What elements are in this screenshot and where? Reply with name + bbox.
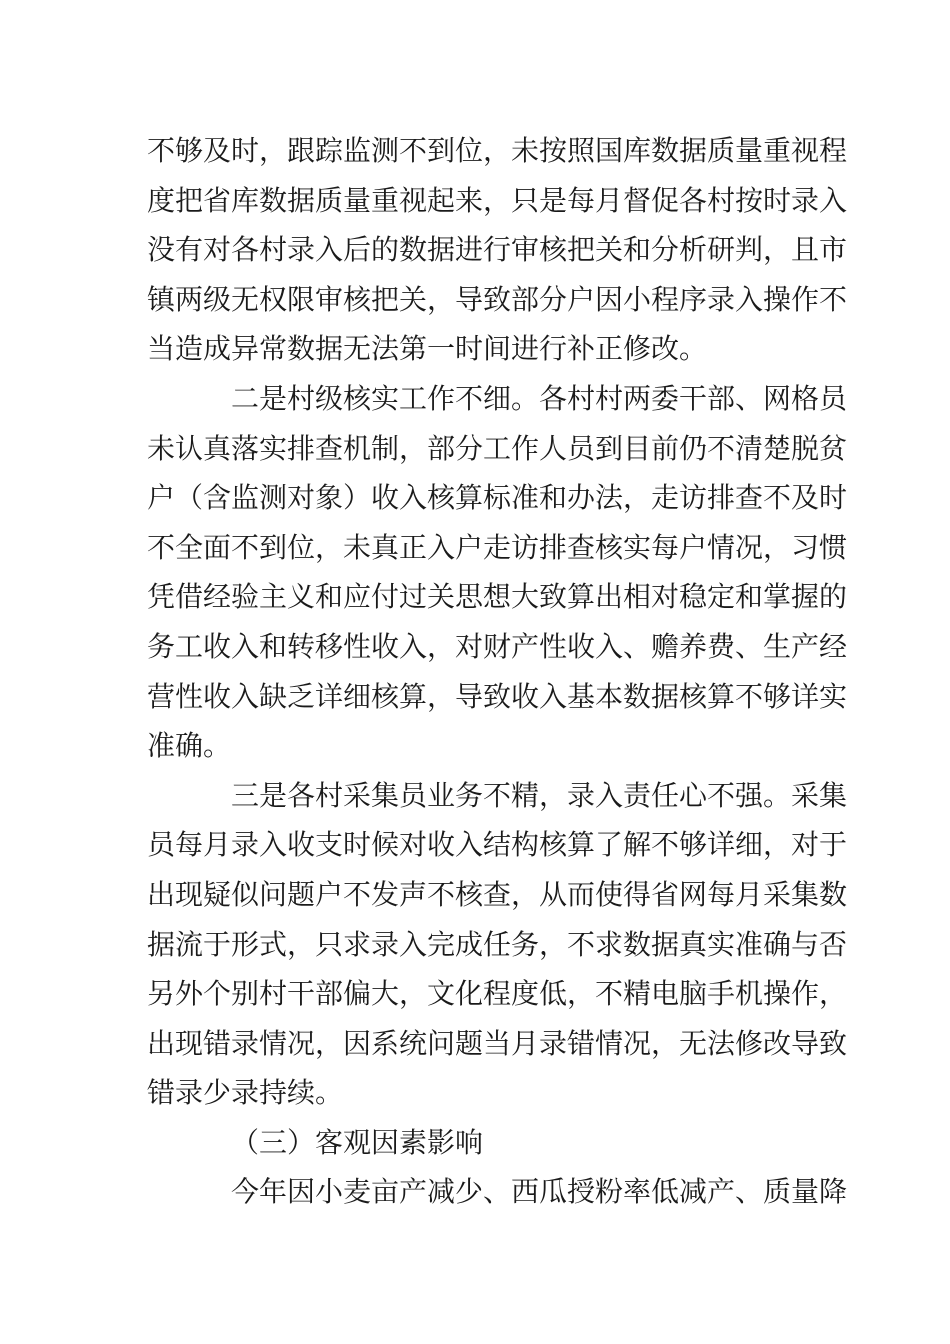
text-line: 准确。 bbox=[147, 729, 232, 763]
text-line: 员每月录入收支时候对收入结构核算了解不够详细，对于 bbox=[147, 828, 848, 862]
text-line: 度把省库数据质量重视起来，只是每月督促各村按时录入 bbox=[147, 183, 848, 217]
paragraph-first-line: 二是村级核实工作不细。各村村两委干部、网格员 bbox=[231, 381, 848, 415]
text-line: 据流于形式，只求录入完成任务，不求数据真实准确与否 bbox=[147, 927, 848, 961]
text-line: 凭借经验主义和应付过关思想大致算出相对稳定和掌握的 bbox=[147, 580, 848, 614]
text-line: 出现错录情况，因系统问题当月录错情况，无法修改导致 bbox=[147, 1026, 848, 1060]
text-line: 不全面不到位，未真正入户走访排查核实每户情况，习惯 bbox=[147, 530, 848, 564]
text-line: 户（含监测对象）收入核算标准和办法，走访排查不及时 bbox=[147, 481, 848, 515]
document-body bbox=[147, 126, 848, 1217]
section-heading: （三）客观因素影响 bbox=[231, 1125, 484, 1159]
text-line: 未认真落实排查机制，部分工作人员到目前仍不清楚脱贫 bbox=[147, 431, 848, 465]
text-line: 镇两级无权限审核把关，导致部分户因小程序录入操作不 bbox=[147, 282, 848, 316]
text-line: 当造成异常数据无法第一时间进行补正修改。 bbox=[147, 332, 708, 366]
text-line: 出现疑似问题户不发声不核查，从而使得省网每月采集数 bbox=[147, 877, 848, 911]
paragraph-first-line: 今年因小麦亩产减少、西瓜授粉率低减产、质量降 bbox=[231, 1175, 848, 1209]
paragraph-first-line: 三是各村采集员业务不精，录入责任心不强。采集 bbox=[231, 778, 848, 812]
text-line: 不够及时，跟踪监测不到位，未按照国库数据质量重视程 bbox=[147, 134, 848, 167]
text-line: 错录少录持续。 bbox=[147, 1076, 344, 1110]
text-line: 没有对各村录入后的数据进行审核把关和分析研判，且市 bbox=[147, 233, 848, 267]
text-line: 另外个别村干部偏大，文化程度低，不精电脑手机操作， bbox=[147, 977, 848, 1011]
text-line: 务工收入和转移性收入，对财产性收入、赡养费、生产经 bbox=[147, 629, 848, 663]
text-line: 营性收入缺乏详细核算，导致收入基本数据核算不够详实 bbox=[147, 679, 848, 713]
